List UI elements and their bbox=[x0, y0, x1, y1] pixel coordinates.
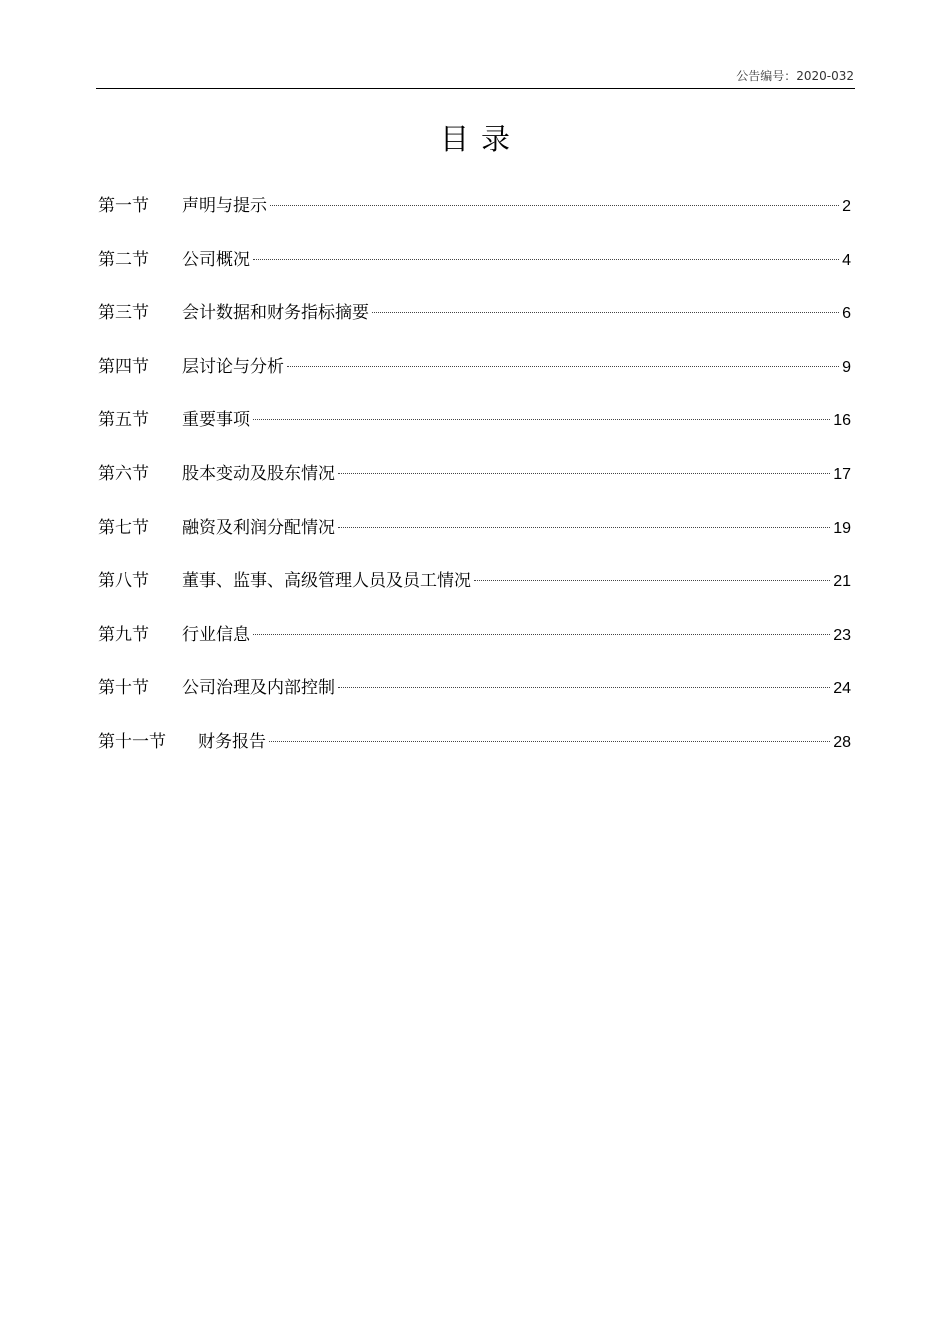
toc-page-number: 2 bbox=[842, 198, 851, 215]
announcement-number: 公告编号：2020-032 bbox=[736, 69, 854, 83]
toc-entry-11[interactable] bbox=[98, 726, 851, 780]
toc-section-number: 第十节 bbox=[98, 678, 149, 699]
toc-entry-10[interactable] bbox=[98, 672, 851, 726]
dot-leader bbox=[338, 527, 830, 528]
toc-section-title: 行业信息 bbox=[182, 624, 250, 645]
toc-page-number: 16 bbox=[833, 412, 851, 430]
toc-section-number: 第九节 bbox=[98, 624, 149, 645]
toc-section-number: 第一节 bbox=[98, 196, 149, 216]
dot-leader bbox=[253, 419, 830, 420]
page-header bbox=[96, 66, 855, 89]
toc-section-title: 公司概况 bbox=[182, 249, 250, 270]
dot-leader bbox=[253, 634, 830, 635]
dot-leader bbox=[338, 687, 830, 688]
toc-section-title: 公司治理及内部控制 bbox=[182, 678, 335, 699]
dot-leader bbox=[269, 741, 830, 742]
toc-entry-8[interactable] bbox=[98, 565, 851, 619]
dot-leader bbox=[253, 259, 839, 260]
toc-entry-9[interactable] bbox=[98, 619, 851, 673]
toc-section-title: 重要事项 bbox=[182, 410, 250, 431]
dot-leader bbox=[287, 366, 839, 367]
toc-entry-6[interactable] bbox=[98, 458, 851, 512]
toc-page-number: 6 bbox=[842, 305, 851, 323]
toc-section-number: 第八节 bbox=[98, 571, 149, 592]
toc-section-title: 董事、监事、高级管理人员及员工情况 bbox=[182, 571, 471, 592]
toc-page-number: 9 bbox=[842, 358, 851, 376]
toc-section-title: 股本变动及股东情况 bbox=[182, 463, 335, 484]
dot-leader bbox=[372, 312, 839, 313]
dot-leader bbox=[270, 205, 839, 206]
toc-section-title: 财务报告 bbox=[198, 731, 266, 752]
toc-entry-4[interactable] bbox=[98, 351, 851, 405]
page-title: 目录 bbox=[439, 122, 522, 156]
toc-section-number: 第十一节 bbox=[98, 731, 166, 752]
toc-page-number: 23 bbox=[833, 626, 851, 644]
toc-page-number: 24 bbox=[833, 680, 851, 698]
table-of-contents bbox=[98, 190, 851, 780]
toc-page-number: 4 bbox=[842, 251, 851, 269]
toc-entry-7[interactable] bbox=[98, 512, 851, 566]
toc-section-number: 第七节 bbox=[98, 517, 149, 538]
toc-section-title: 会计数据和财务指标摘要 bbox=[182, 303, 369, 324]
toc-section-number: 第六节 bbox=[98, 463, 149, 484]
toc-entry-1[interactable] bbox=[98, 190, 851, 244]
toc-section-title: 声明与提示 bbox=[182, 196, 267, 216]
toc-entry-3[interactable] bbox=[98, 297, 851, 351]
toc-section-number: 第四节 bbox=[98, 356, 149, 377]
toc-section-number: 第五节 bbox=[98, 410, 149, 431]
dot-leader bbox=[474, 580, 830, 581]
toc-page-number: 17 bbox=[833, 465, 851, 483]
toc-section-title: 融资及利润分配情况 bbox=[182, 517, 335, 538]
toc-entry-5[interactable] bbox=[98, 404, 851, 458]
toc-section-number: 第三节 bbox=[98, 303, 149, 324]
toc-page-number: 21 bbox=[833, 573, 851, 591]
toc-entry-2[interactable] bbox=[98, 244, 851, 298]
dot-leader bbox=[338, 473, 830, 474]
toc-section-number: 第二节 bbox=[98, 249, 149, 270]
toc-section-title: 层讨论与分析 bbox=[182, 356, 284, 377]
toc-page-number: 19 bbox=[833, 519, 851, 537]
toc-page-number: 28 bbox=[833, 733, 851, 751]
